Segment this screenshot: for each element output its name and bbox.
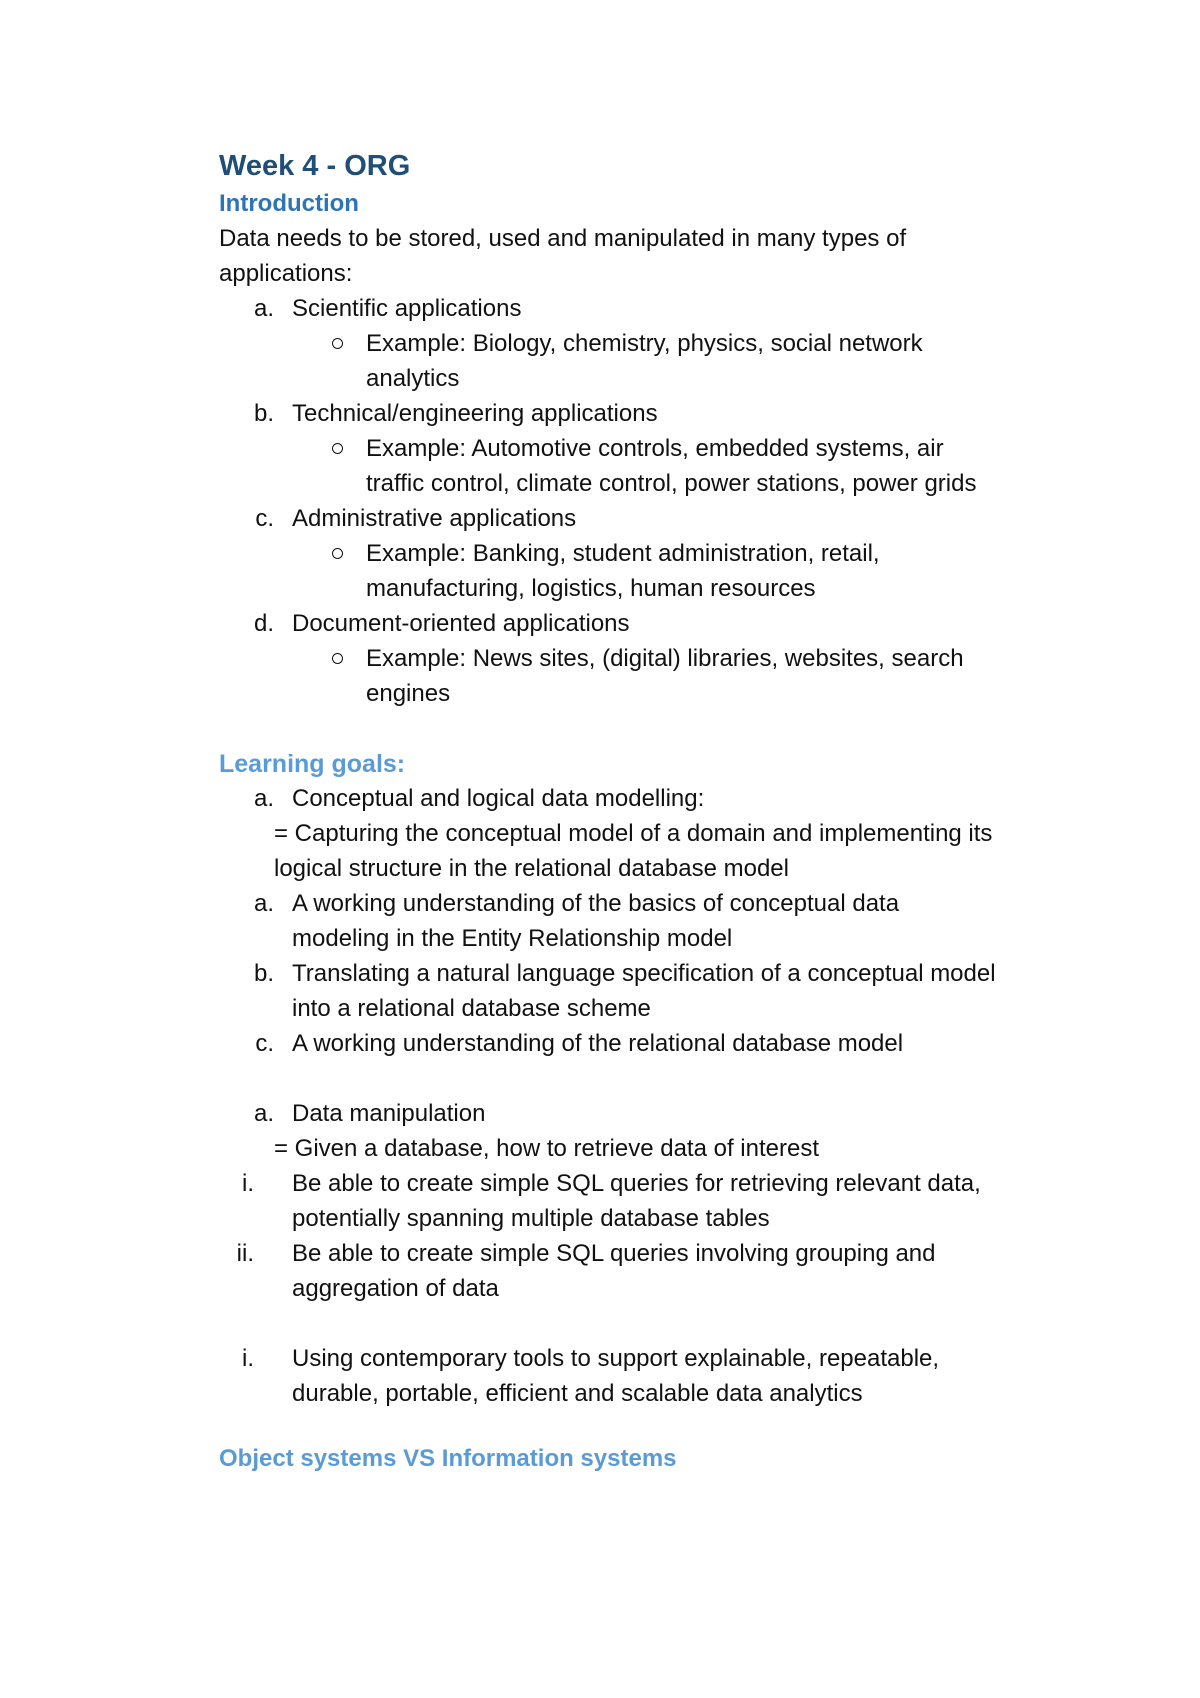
circle-bullet-icon (332, 653, 343, 664)
list-marker: i. (242, 1170, 254, 1197)
list-marker: a. (253, 890, 274, 917)
page-title: Week 4 - ORG (219, 150, 411, 182)
definition-line: logical structure in the relational database model (274, 855, 789, 882)
list-item: Scientific applications (292, 295, 522, 322)
definition-line: = Capturing the conceptual model of a domain and implementing its (274, 820, 993, 847)
list-marker: d. (253, 610, 274, 637)
list-marker: ii. (236, 1240, 254, 1267)
list-item: Technical/engineering applications (292, 400, 658, 427)
goal-item: Be able to create simple SQL queries for retrieving relevant data, (292, 1170, 981, 1197)
goal-item: A working understanding of the relational database model (292, 1030, 904, 1057)
list-marker: a. (253, 1100, 274, 1127)
example-line: engines (366, 680, 451, 707)
goal-item-continued: potentially spanning multiple database tables (292, 1205, 770, 1232)
list-item: Administrative applications (292, 505, 577, 532)
list-marker: i. (242, 1345, 254, 1372)
circle-bullet-icon (332, 338, 343, 349)
goal-item-continued: durable, portable, efficient and scalable data analytics (292, 1380, 863, 1407)
object-systems-heading: Object systems VS Information systems (219, 1445, 677, 1472)
intro-text-line: Data needs to be stored, used and manipulated in many types of (219, 225, 907, 252)
introduction-heading: Introduction (219, 190, 359, 217)
example-line: Example: Automotive controls, embedded systems, air (366, 435, 944, 462)
goal-item: Translating a natural language specification of a conceptual model (292, 960, 996, 987)
goal-item-continued: aggregation of data (292, 1275, 499, 1302)
example-line: analytics (366, 365, 460, 392)
example-line: traffic control, climate control, power stations, power grids (366, 470, 977, 497)
list-marker: c. (255, 505, 274, 532)
goal-item: Be able to create simple SQL queries involving grouping and (292, 1240, 936, 1267)
goal-item: Conceptual and logical data modelling: (292, 785, 705, 812)
example-line: Example: Banking, student administration, retail, (366, 540, 880, 567)
example-line: Example: News sites, (digital) libraries, websites, search (366, 645, 964, 672)
goal-item: A working understanding of the basics of conceptual data (292, 890, 900, 917)
circle-bullet-icon (332, 548, 343, 559)
example-line: Example: Biology, chemistry, physics, social network (366, 330, 923, 357)
list-marker: c. (255, 1030, 274, 1057)
list-marker: a. (253, 785, 274, 812)
list-item: Document-oriented applications (292, 610, 630, 637)
learning-goals-heading: Learning goals: (219, 750, 406, 778)
goal-item-continued: into a relational database scheme (292, 995, 651, 1022)
example-line: manufacturing, logistics, human resources (366, 575, 816, 602)
definition-line: = Given a database, how to retrieve data of interest (274, 1135, 819, 1162)
circle-bullet-icon (332, 443, 343, 454)
list-marker: b. (253, 960, 274, 987)
list-marker: b. (253, 400, 274, 427)
intro-text-line: applications: (219, 260, 353, 287)
goal-item: Using contemporary tools to support explainable, repeatable, (292, 1345, 940, 1372)
goal-item-continued: modeling in the Entity Relationship model (292, 925, 733, 952)
goal-item: Data manipulation (292, 1100, 486, 1127)
list-marker: a. (253, 295, 274, 322)
